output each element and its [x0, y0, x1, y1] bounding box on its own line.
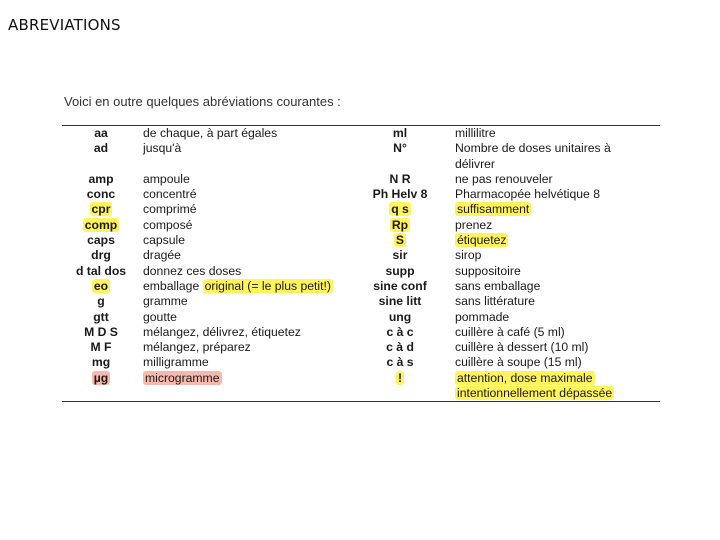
abbr-right-cell	[352, 264, 448, 279]
table-row	[62, 248, 660, 263]
abbr-right-cell	[352, 141, 448, 156]
meaning-right-highlight: étiquetez	[457, 233, 507, 248]
table-row	[62, 371, 660, 386]
abbreviation-left: d tal dos	[75, 263, 127, 278]
meaning-right-cell	[455, 340, 588, 355]
meaning-left-cell	[143, 126, 277, 141]
abbreviation-left: cpr	[91, 202, 111, 217]
table-row	[62, 279, 660, 294]
abbreviations-document	[62, 94, 662, 401]
abbr-left-cell	[62, 202, 140, 217]
meaning-right-text: millilitre	[455, 126, 496, 140]
table-row	[62, 126, 660, 141]
abbr-right-cell	[352, 310, 448, 325]
abbr-right-cell	[352, 371, 448, 386]
meaning-right-text: ne pas renouveler	[455, 171, 553, 186]
meaning-right-cell	[455, 294, 535, 309]
table-row	[62, 294, 660, 309]
abbreviation-right: !	[397, 370, 403, 385]
meaning-right-cell	[455, 310, 509, 325]
abbr-right-cell	[352, 187, 448, 202]
meaning-left-text: emballage	[143, 278, 203, 293]
abbreviation-right: q s	[391, 202, 409, 217]
abbr-left-cell	[62, 141, 140, 156]
table-row	[62, 355, 660, 370]
table-bottom-rule	[62, 401, 660, 402]
meaning-left-text: goutte	[143, 309, 177, 324]
meaning-left-text: mélangez, délivrez, étiquetez	[143, 324, 301, 339]
abbreviation-right: ung	[388, 309, 412, 324]
abbreviation-left: eo	[93, 278, 109, 293]
abbr-right-cell	[352, 233, 448, 248]
table-row	[62, 340, 660, 355]
meaning-right-cell	[455, 233, 508, 248]
meaning-left-cell	[143, 355, 209, 370]
abbr-left-cell	[62, 248, 140, 263]
table-row	[62, 325, 660, 340]
table-row	[62, 386, 660, 401]
abbreviation-left: drg	[91, 248, 111, 263]
abbr-left-cell	[62, 233, 140, 248]
abbr-right-cell	[352, 294, 448, 309]
abbreviation-left: mg	[91, 355, 111, 370]
meaning-left-cell	[143, 279, 333, 294]
abbreviation-right: sine conf	[373, 278, 427, 293]
meaning-left-text: milligramme	[143, 355, 209, 370]
meaning-right-text: cuillère à dessert (10 ml)	[455, 340, 589, 355]
meaning-left-text: comprimé	[143, 202, 197, 217]
meaning-right-cell	[455, 371, 595, 386]
meaning-right-cell	[455, 126, 496, 141]
meaning-left-highlight: microgramme	[145, 370, 220, 385]
meaning-left-text: jusqu'à	[143, 141, 182, 156]
meaning-right-text: suppositoire	[455, 263, 521, 278]
intro-text: Voici en outre quelques abréviations courantes :	[64, 94, 341, 109]
table-row	[62, 141, 660, 156]
meaning-left-text: composé	[143, 217, 193, 232]
meaning-left-cell	[143, 248, 181, 263]
abbreviation-left: conc	[86, 187, 116, 202]
slide-title: ABREVIATIONS	[8, 16, 121, 35]
abbr-left-cell	[62, 279, 140, 294]
abbreviation-right: ml	[392, 126, 408, 140]
meaning-right-text: sans littérature	[455, 294, 535, 309]
abbr-right-cell	[352, 126, 448, 141]
meaning-right-cell	[455, 279, 540, 294]
abbreviation-left: M F	[90, 340, 112, 355]
abbreviation-left: M D S	[84, 324, 118, 339]
meaning-left-cell	[143, 218, 192, 233]
abbr-right-cell	[352, 340, 448, 355]
abbr-left-cell	[62, 340, 140, 355]
abbreviation-right: Rp	[391, 217, 409, 232]
abbreviation-table	[62, 126, 660, 401]
meaning-left-text: dragée	[143, 248, 181, 263]
meaning-left-cell	[143, 340, 251, 355]
meaning-left-text: concentré	[143, 187, 197, 202]
meaning-right-text: cuillère à café (5 ml)	[455, 324, 565, 339]
meaning-left-text: mélangez, préparez	[143, 340, 251, 355]
abbreviation-right: N R	[389, 171, 411, 186]
meaning-left-highlight: original (= le plus petit!)	[204, 278, 331, 293]
table-row	[62, 233, 660, 248]
abbreviation-left: µg	[93, 370, 109, 385]
abbr-left-cell	[62, 310, 140, 325]
meaning-right-cell	[455, 355, 582, 370]
meaning-right-cell	[455, 386, 614, 401]
meaning-left-cell	[143, 294, 188, 309]
table-row	[62, 202, 660, 217]
abbr-left-cell	[62, 371, 140, 386]
abbr-left-cell	[62, 218, 140, 233]
meaning-right-cell	[455, 248, 481, 263]
abbr-right-cell	[352, 202, 448, 217]
table-row	[62, 264, 660, 279]
abbreviation-left: aa	[94, 126, 108, 140]
abbr-left-cell	[62, 126, 140, 141]
abbreviation-right: c à s	[386, 355, 414, 370]
meaning-left-cell	[143, 233, 185, 248]
meaning-right-text: délivrer	[455, 156, 495, 171]
meaning-left-cell	[143, 172, 190, 187]
meaning-right-highlight: attention, dose maximale	[457, 370, 593, 385]
table-row	[62, 310, 660, 325]
abbreviation-right: sir	[392, 248, 408, 263]
abbr-left-cell	[62, 325, 140, 340]
abbr-left-cell	[62, 355, 140, 370]
meaning-right-cell	[455, 187, 600, 202]
table-row	[62, 187, 660, 202]
meaning-right-text: cuillère à soupe (15 ml)	[455, 355, 582, 370]
abbr-right-cell	[352, 248, 448, 263]
abbreviation-right: supp	[385, 263, 415, 278]
meaning-right-cell	[455, 141, 611, 156]
meaning-left-cell	[143, 141, 181, 156]
abbreviation-right: sine litt	[378, 294, 422, 309]
abbreviation-right: Ph Helv 8	[372, 187, 428, 202]
meaning-right-highlight: intentionnellement dépassée	[457, 386, 613, 401]
abbr-left-cell	[62, 172, 140, 187]
abbr-right-cell	[352, 172, 448, 187]
abbr-right-cell	[352, 218, 448, 233]
abbreviation-right: c à d	[386, 340, 414, 355]
meaning-right-cell	[455, 264, 521, 279]
meaning-right-text: sans emballage	[455, 278, 541, 293]
meaning-left-cell	[143, 325, 301, 340]
meaning-left-text: de chaque, à part égales	[143, 126, 278, 140]
abbreviation-right: N°	[393, 141, 407, 156]
abbreviation-left: amp	[88, 171, 114, 186]
abbreviation-left: caps	[87, 233, 115, 248]
meaning-right-cell	[455, 157, 495, 172]
meaning-right-cell	[455, 172, 553, 187]
meaning-right-highlight: suffisamment	[457, 202, 530, 217]
meaning-left-text: gramme	[143, 294, 188, 309]
abbreviation-left: ad	[93, 141, 109, 156]
abbr-left-cell	[62, 264, 140, 279]
abbr-right-cell	[352, 325, 448, 340]
meaning-right-cell	[455, 325, 565, 340]
meaning-right-text: Nombre de doses unitaires à	[455, 141, 611, 156]
meaning-left-cell	[143, 202, 197, 217]
abbreviation-right: S	[395, 233, 405, 248]
meaning-left-text: ampoule	[143, 171, 190, 186]
table-row	[62, 172, 660, 187]
abbr-right-cell	[352, 279, 448, 294]
abbr-left-cell	[62, 187, 140, 202]
meaning-right-cell	[455, 202, 531, 217]
meaning-left-cell	[143, 264, 241, 279]
abbr-left-cell	[62, 294, 140, 309]
abbreviation-left: gtt	[93, 309, 109, 324]
meaning-right-cell	[455, 218, 492, 233]
meaning-left-cell	[143, 371, 222, 386]
table-row	[62, 157, 660, 172]
meaning-left-text: capsule	[143, 233, 186, 248]
meaning-left-cell	[143, 310, 177, 325]
abbreviation-left: g	[97, 294, 105, 309]
table-row	[62, 218, 660, 233]
meaning-right-text: sirop	[455, 248, 482, 263]
meaning-left-text: donnez ces doses	[143, 263, 242, 278]
meaning-right-text: prenez	[455, 217, 493, 232]
abbreviation-right: c à c	[386, 324, 414, 339]
abbreviation-left: comp	[84, 217, 118, 232]
meaning-right-text: pommade	[455, 309, 510, 324]
abbr-right-cell	[352, 355, 448, 370]
meaning-right-text: Pharmacopée helvétique 8	[455, 187, 600, 202]
meaning-left-cell	[143, 187, 197, 202]
